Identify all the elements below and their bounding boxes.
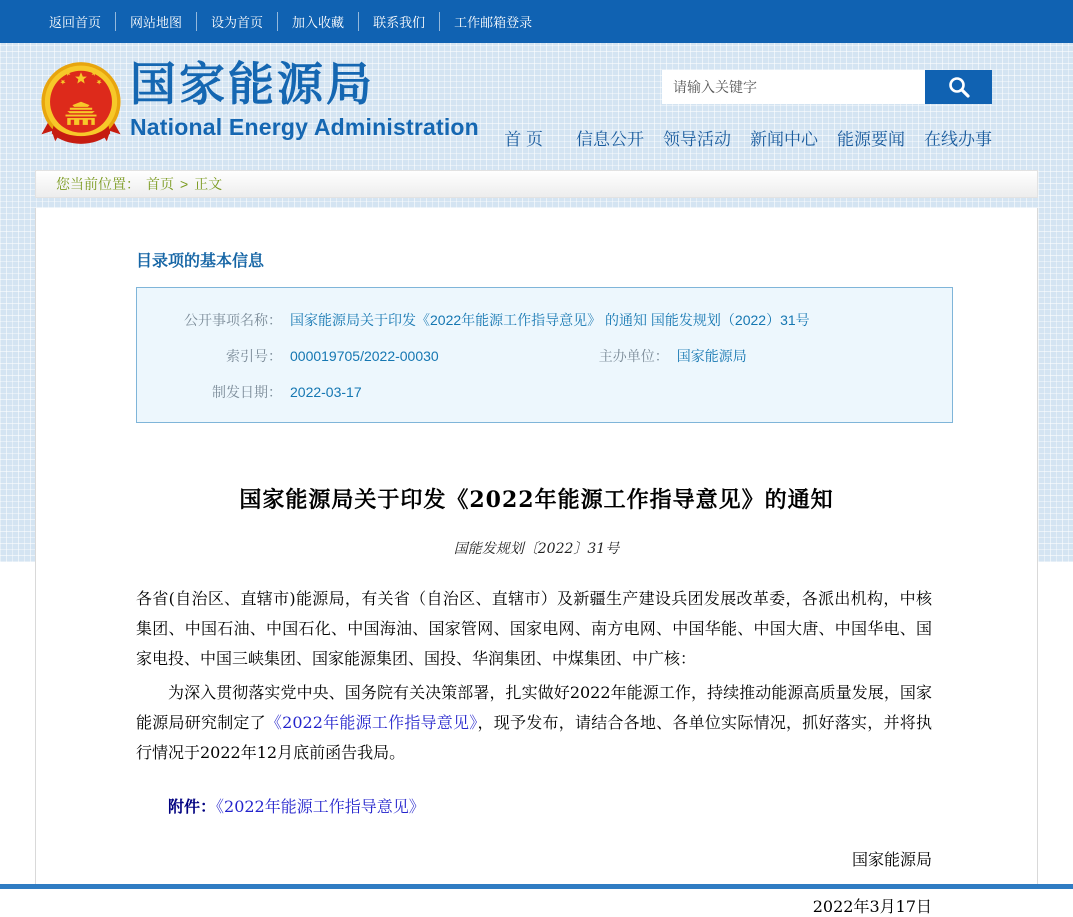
main-nav xyxy=(504,125,992,150)
paragraph-body-after: ，现予发布，请结合各地、各单位实际情况，抓好落实，并将执行情况于2022年12月底前函告我局。 xyxy=(136,713,932,762)
breadcrumb-prefix: 您当前位置： xyxy=(56,175,140,192)
document-number: 国能发规划〔2022〕31号 xyxy=(453,541,620,557)
breadcrumb-current: 正文 xyxy=(194,175,223,192)
paragraph-body-before: 为深入贯彻落实党中央、国务院有关决策部署，扎实做好2022年能源工作，持续推动能源高质量发展，国家能源局研究制定了 xyxy=(136,683,932,732)
article xyxy=(36,483,1037,917)
date-label: 制发日期： xyxy=(212,384,282,400)
search-icon xyxy=(946,74,972,100)
index-value: 000019705/2022-00030 xyxy=(290,348,439,364)
signature-org: 国家能源局 xyxy=(851,850,932,869)
nav-news-center[interactable]: 新闻中心 xyxy=(750,130,818,149)
nav-home[interactable]: 首 页 xyxy=(504,130,543,149)
national-emblem-logo xyxy=(38,60,124,152)
attachment-line xyxy=(136,794,932,817)
org-label: 主办单位： xyxy=(598,348,669,364)
name-value: 国家能源局关于印发《2022年能源工作指导意见》 的通知 国能发规划（2022）31号 xyxy=(290,312,810,328)
breadcrumb-home-link[interactable]: 首页 xyxy=(146,175,174,192)
directory-info-heading: 目录项的基本信息 xyxy=(136,253,265,270)
attachment-link[interactable]: 《2022年能源工作指导意见》 xyxy=(216,797,425,816)
info-row-name xyxy=(137,302,952,338)
top-links xyxy=(35,12,546,31)
top-link-set-homepage[interactable]: 设为首页 xyxy=(196,12,277,31)
search-area xyxy=(662,70,992,104)
date-value: 2022-03-17 xyxy=(290,384,362,400)
paragraph-body xyxy=(136,678,932,768)
site-title-zh: 国家能源局 xyxy=(130,58,375,110)
nav-info-disclosure[interactable]: 信息公开 xyxy=(576,130,644,149)
name-label: 公开事项名称： xyxy=(184,312,282,328)
site-header xyxy=(0,43,1073,170)
nav-online-service[interactable]: 在线办事 xyxy=(924,130,992,149)
nav-energy-news[interactable]: 能源要闻 xyxy=(837,130,905,149)
top-utility-bar xyxy=(0,0,1073,43)
info-row-date xyxy=(137,374,952,410)
top-link-sitemap[interactable]: 网站地图 xyxy=(115,12,196,31)
info-row-index xyxy=(137,338,952,374)
paragraph-recipients: 各省(自治区、直辖市)能源局，有关省（自治区、直辖市）及新疆生产建设兵团发展改革委，各派出机构，中核集团、中国石油、中国石化、中国海油、国家管网、国家电网、南方电网、中国华能、中国大唐、中国华电、国家电投、中国三峡集团、国家能源集团、国投、华润集团、中煤集团、中广核： xyxy=(136,589,932,668)
directory-info-box xyxy=(136,287,953,423)
top-link-work-mail-login[interactable]: 工作邮箱登录 xyxy=(439,12,546,31)
org-value: 国家能源局 xyxy=(676,348,747,364)
attachment-label: 附件： xyxy=(168,797,217,816)
index-label: 索引号： xyxy=(226,348,282,364)
search-button[interactable] xyxy=(925,70,992,104)
signature-date: 2022年3月17日 xyxy=(812,897,932,916)
breadcrumb-separator: > xyxy=(180,175,189,192)
guidance-opinions-link[interactable]: 《2022年能源工作指导意见》 xyxy=(265,713,478,732)
top-link-add-favorite[interactable]: 加入收藏 xyxy=(277,12,358,31)
breadcrumb xyxy=(35,170,1038,198)
top-link-return-home[interactable]: 返回首页 xyxy=(49,15,102,30)
article-title: 国家能源局关于印发《2022年能源工作指导意见》的通知 xyxy=(239,487,834,513)
nav-leader-activities[interactable]: 领导活动 xyxy=(663,130,731,149)
site-brand xyxy=(130,57,479,141)
search-input[interactable] xyxy=(662,70,925,104)
main-content xyxy=(35,208,1038,916)
info-col-org xyxy=(599,345,747,367)
footer-strip xyxy=(0,884,1073,889)
site-title-en: National Energy Administration xyxy=(130,114,479,141)
top-link-contact-us[interactable]: 联系我们 xyxy=(358,12,439,31)
